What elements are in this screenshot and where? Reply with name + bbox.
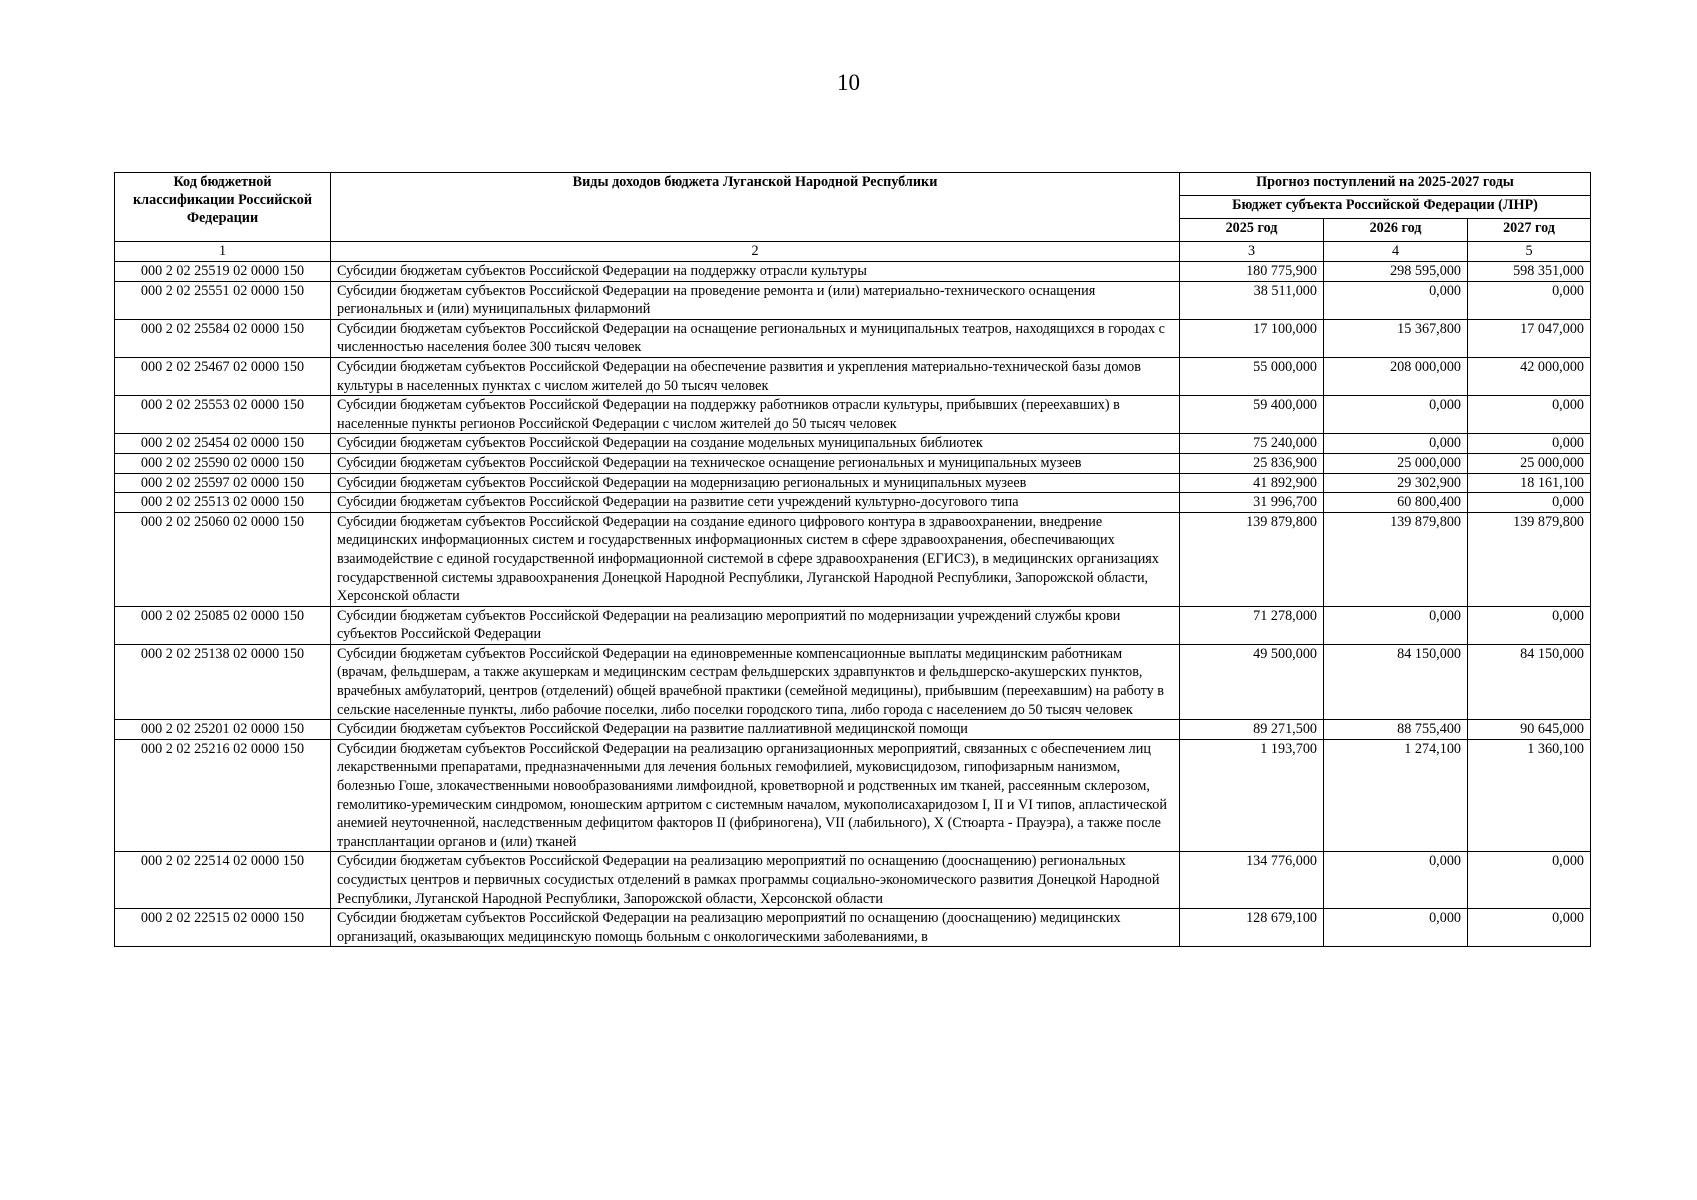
header-budget: Бюджет субъекта Российской Федерации (ЛНР) [1180,196,1591,219]
page-number: 10 [837,70,860,95]
row-code: 000 2 02 25584 02 0000 150 [115,319,331,357]
row-description: Субсидии бюджетам субъектов Российской Федерации на развитие паллиативной медицинской помощи [331,720,1180,740]
row-value-2027: 0,000 [1468,606,1591,644]
row-value-2025: 128 679,100 [1180,909,1324,947]
column-number: 3 [1180,242,1324,262]
row-value-2025: 41 892,900 [1180,473,1324,493]
row-value-2027: 42 000,000 [1468,357,1591,395]
row-code: 000 2 02 25467 02 0000 150 [115,357,331,395]
row-value-2026: 0,000 [1324,396,1468,434]
table-row [115,473,1591,493]
header-description: Виды доходов бюджета Луганской Народной Республики [331,173,1180,242]
row-value-2025: 180 775,900 [1180,262,1324,282]
row-code: 000 2 02 25216 02 0000 150 [115,739,331,852]
row-value-2026: 298 595,000 [1324,262,1468,282]
row-value-2026: 0,000 [1324,852,1468,909]
row-description: Субсидии бюджетам субъектов Российской Федерации на поддержку отрасли культуры [331,262,1180,282]
row-code: 000 2 02 25201 02 0000 150 [115,720,331,740]
table-row [115,357,1591,395]
row-code: 000 2 02 25590 02 0000 150 [115,453,331,473]
row-value-2026: 15 367,800 [1324,319,1468,357]
row-description: Субсидии бюджетам субъектов Российской Федерации на техническое оснащение региональных и муниципальных музеев [331,453,1180,473]
header-code: Код бюджетной классификации Российской Федерации [115,173,331,242]
row-description: Субсидии бюджетам субъектов Российской Федерации на реализацию мероприятий по оснащению (дооснащению) региональных сосудистых центров и первичных сосудистых отделений в рамках программы социально-экономического развития Донецкой Народной Республики, Луганской Народной Республики, Запорожской области, Херсонской области [331,852,1180,909]
row-description: Субсидии бюджетам субъектов Российской Федерации на поддержку работников отрасли культуры, прибывших (переехавших) в населенные пункты регионов Российской Федерации с числом жителей до 50 тысяч человек [331,396,1180,434]
row-value-2025: 1 193,700 [1180,739,1324,852]
row-value-2026: 25 000,000 [1324,453,1468,473]
row-value-2025: 25 836,900 [1180,453,1324,473]
row-value-2027: 0,000 [1468,281,1591,319]
row-value-2025: 31 996,700 [1180,493,1324,513]
row-value-2027: 0,000 [1468,396,1591,434]
row-value-2027: 90 645,000 [1468,720,1591,740]
row-code: 000 2 02 25138 02 0000 150 [115,644,331,719]
column-number: 1 [115,242,331,262]
row-value-2027: 0,000 [1468,909,1591,947]
header-forecast: Прогноз поступлений на 2025-2027 годы [1180,173,1591,196]
row-code: 000 2 02 22515 02 0000 150 [115,909,331,947]
header-year-2026: 2026 год [1324,219,1468,242]
row-value-2026: 0,000 [1324,434,1468,454]
table-row [115,644,1591,719]
column-number: 5 [1468,242,1591,262]
row-value-2026: 1 274,100 [1324,739,1468,852]
row-value-2026: 0,000 [1324,281,1468,319]
row-value-2027: 17 047,000 [1468,319,1591,357]
table-row [115,606,1591,644]
row-value-2025: 71 278,000 [1180,606,1324,644]
row-description: Субсидии бюджетам субъектов Российской Федерации на развитие сети учреждений культурно-досугового типа [331,493,1180,513]
row-code: 000 2 02 22514 02 0000 150 [115,852,331,909]
row-value-2025: 17 100,000 [1180,319,1324,357]
row-value-2026: 208 000,000 [1324,357,1468,395]
row-description: Субсидии бюджетам субъектов Российской Федерации на проведение ремонта и (или) материально-технического оснащения региональных и (или) муниципальных филармоний [331,281,1180,319]
row-value-2026: 29 302,900 [1324,473,1468,493]
row-value-2025: 89 271,500 [1180,720,1324,740]
row-code: 000 2 02 25597 02 0000 150 [115,473,331,493]
row-value-2026: 139 879,800 [1324,512,1468,606]
row-value-2027: 1 360,100 [1468,739,1591,852]
header-year-2027: 2027 год [1468,219,1591,242]
row-description: Субсидии бюджетам субъектов Российской Федерации на создание единого цифрового контура в здравоохранении, внедрение медицинских информационных систем и государственных информационных систем в сфере здравоохранения, обеспечивающих взаимодействие с единой государственной информационной системой в сфере здравоохранения (ЕГИСЗ), в медицинских организациях государственной системы здравоохранения Донецкой Народной Республики, Луганской Народной Республики, Запорожской области, Херсонской области [331,512,1180,606]
row-code: 000 2 02 25060 02 0000 150 [115,512,331,606]
row-value-2027: 18 161,100 [1468,473,1591,493]
row-value-2025: 49 500,000 [1180,644,1324,719]
header-year-2025: 2025 год [1180,219,1324,242]
row-description: Субсидии бюджетам субъектов Российской Федерации на реализацию организационных мероприятий, связанных с обеспечением лиц лекарственными препаратами, предназначенными для лечения больных гемофилией, муковисцидозом, гипофизарным нанизмом, болезнью Гоше, злокачественными новообразованиями лимфоидной, кроветворной и родственных им тканей, рассеянным склерозом, гемолитико-уремическим синдромом, юношеским артритом с системным началом, мукополисахаридозом I, II и VI типов, апластической анемией неуточненной, наследственным дефицитом факторов II (фибриногена), VII (лабильного), X (Стюарта - Прауэра), а также после трансплантации органов и (или) тканей [331,739,1180,852]
row-value-2027: 598 351,000 [1468,262,1591,282]
row-value-2026: 0,000 [1324,909,1468,947]
row-value-2027: 25 000,000 [1468,453,1591,473]
row-value-2025: 38 511,000 [1180,281,1324,319]
row-value-2025: 134 776,000 [1180,852,1324,909]
table-row [115,720,1591,740]
row-value-2025: 55 000,000 [1180,357,1324,395]
row-description: Субсидии бюджетам субъектов Российской Федерации на модернизацию региональных и муниципальных музеев [331,473,1180,493]
table-row [115,512,1591,606]
table-row [115,319,1591,357]
column-number-row [115,242,1591,262]
row-code: 000 2 02 25085 02 0000 150 [115,606,331,644]
column-number: 4 [1324,242,1468,262]
row-code: 000 2 02 25454 02 0000 150 [115,434,331,454]
column-number: 2 [331,242,1180,262]
row-code: 000 2 02 25519 02 0000 150 [115,262,331,282]
row-value-2027: 84 150,000 [1468,644,1591,719]
row-value-2026: 84 150,000 [1324,644,1468,719]
table-row [115,434,1591,454]
row-description: Субсидии бюджетам субъектов Российской Федерации на оснащение региональных и муниципальных театров, находящихся в городах с численностью населения более 300 тысяч человек [331,319,1180,357]
table-row [115,453,1591,473]
row-value-2025: 139 879,800 [1180,512,1324,606]
row-value-2027: 0,000 [1468,434,1591,454]
row-description: Субсидии бюджетам субъектов Российской Федерации на обеспечение развития и укрепления материально-технической базы домов культуры в населенных пунктах с числом жителей до 50 тысяч человек [331,357,1180,395]
table-row [115,493,1591,513]
table-row [115,909,1591,947]
budget-revenue-table [114,172,1591,947]
row-value-2025: 75 240,000 [1180,434,1324,454]
row-value-2026: 88 755,400 [1324,720,1468,740]
table-row [115,396,1591,434]
row-description: Субсидии бюджетам субъектов Российской Федерации на единовременные компенсационные выплаты медицинским работникам (врачам, фельдшерам, а также акушеркам и медицинским сестрам фельдшерских здравпунктов и фельдшерско-акушерских пунктов, врачебных амбулаторий, центров (отделений) общей врачебной практики (семейной медицины), прибывшим (переехавшим) на работу в сельские населенные пункты, либо рабочие поселки, либо поселки городского типа, либо города с населением до 50 тысяч человек [331,644,1180,719]
table-row [115,262,1591,282]
row-description: Субсидии бюджетам субъектов Российской Федерации на создание модельных муниципальных библиотек [331,434,1180,454]
row-value-2027: 0,000 [1468,493,1591,513]
row-value-2027: 139 879,800 [1468,512,1591,606]
row-value-2026: 60 800,400 [1324,493,1468,513]
row-description: Субсидии бюджетам субъектов Российской Федерации на реализацию мероприятий по модернизации учреждений службы крови субъектов Российской Федерации [331,606,1180,644]
row-code: 000 2 02 25553 02 0000 150 [115,396,331,434]
row-description: Субсидии бюджетам субъектов Российской Федерации на реализацию мероприятий по оснащению (дооснащению) медицинских организаций, оказывающих медицинскую помощь больным с онкологическими заболеваниями, в [331,909,1180,947]
row-value-2025: 59 400,000 [1180,396,1324,434]
table-row [115,739,1591,852]
row-code: 000 2 02 25551 02 0000 150 [115,281,331,319]
row-value-2026: 0,000 [1324,606,1468,644]
table-row [115,852,1591,909]
row-value-2027: 0,000 [1468,852,1591,909]
table-row [115,281,1591,319]
row-code: 000 2 02 25513 02 0000 150 [115,493,331,513]
